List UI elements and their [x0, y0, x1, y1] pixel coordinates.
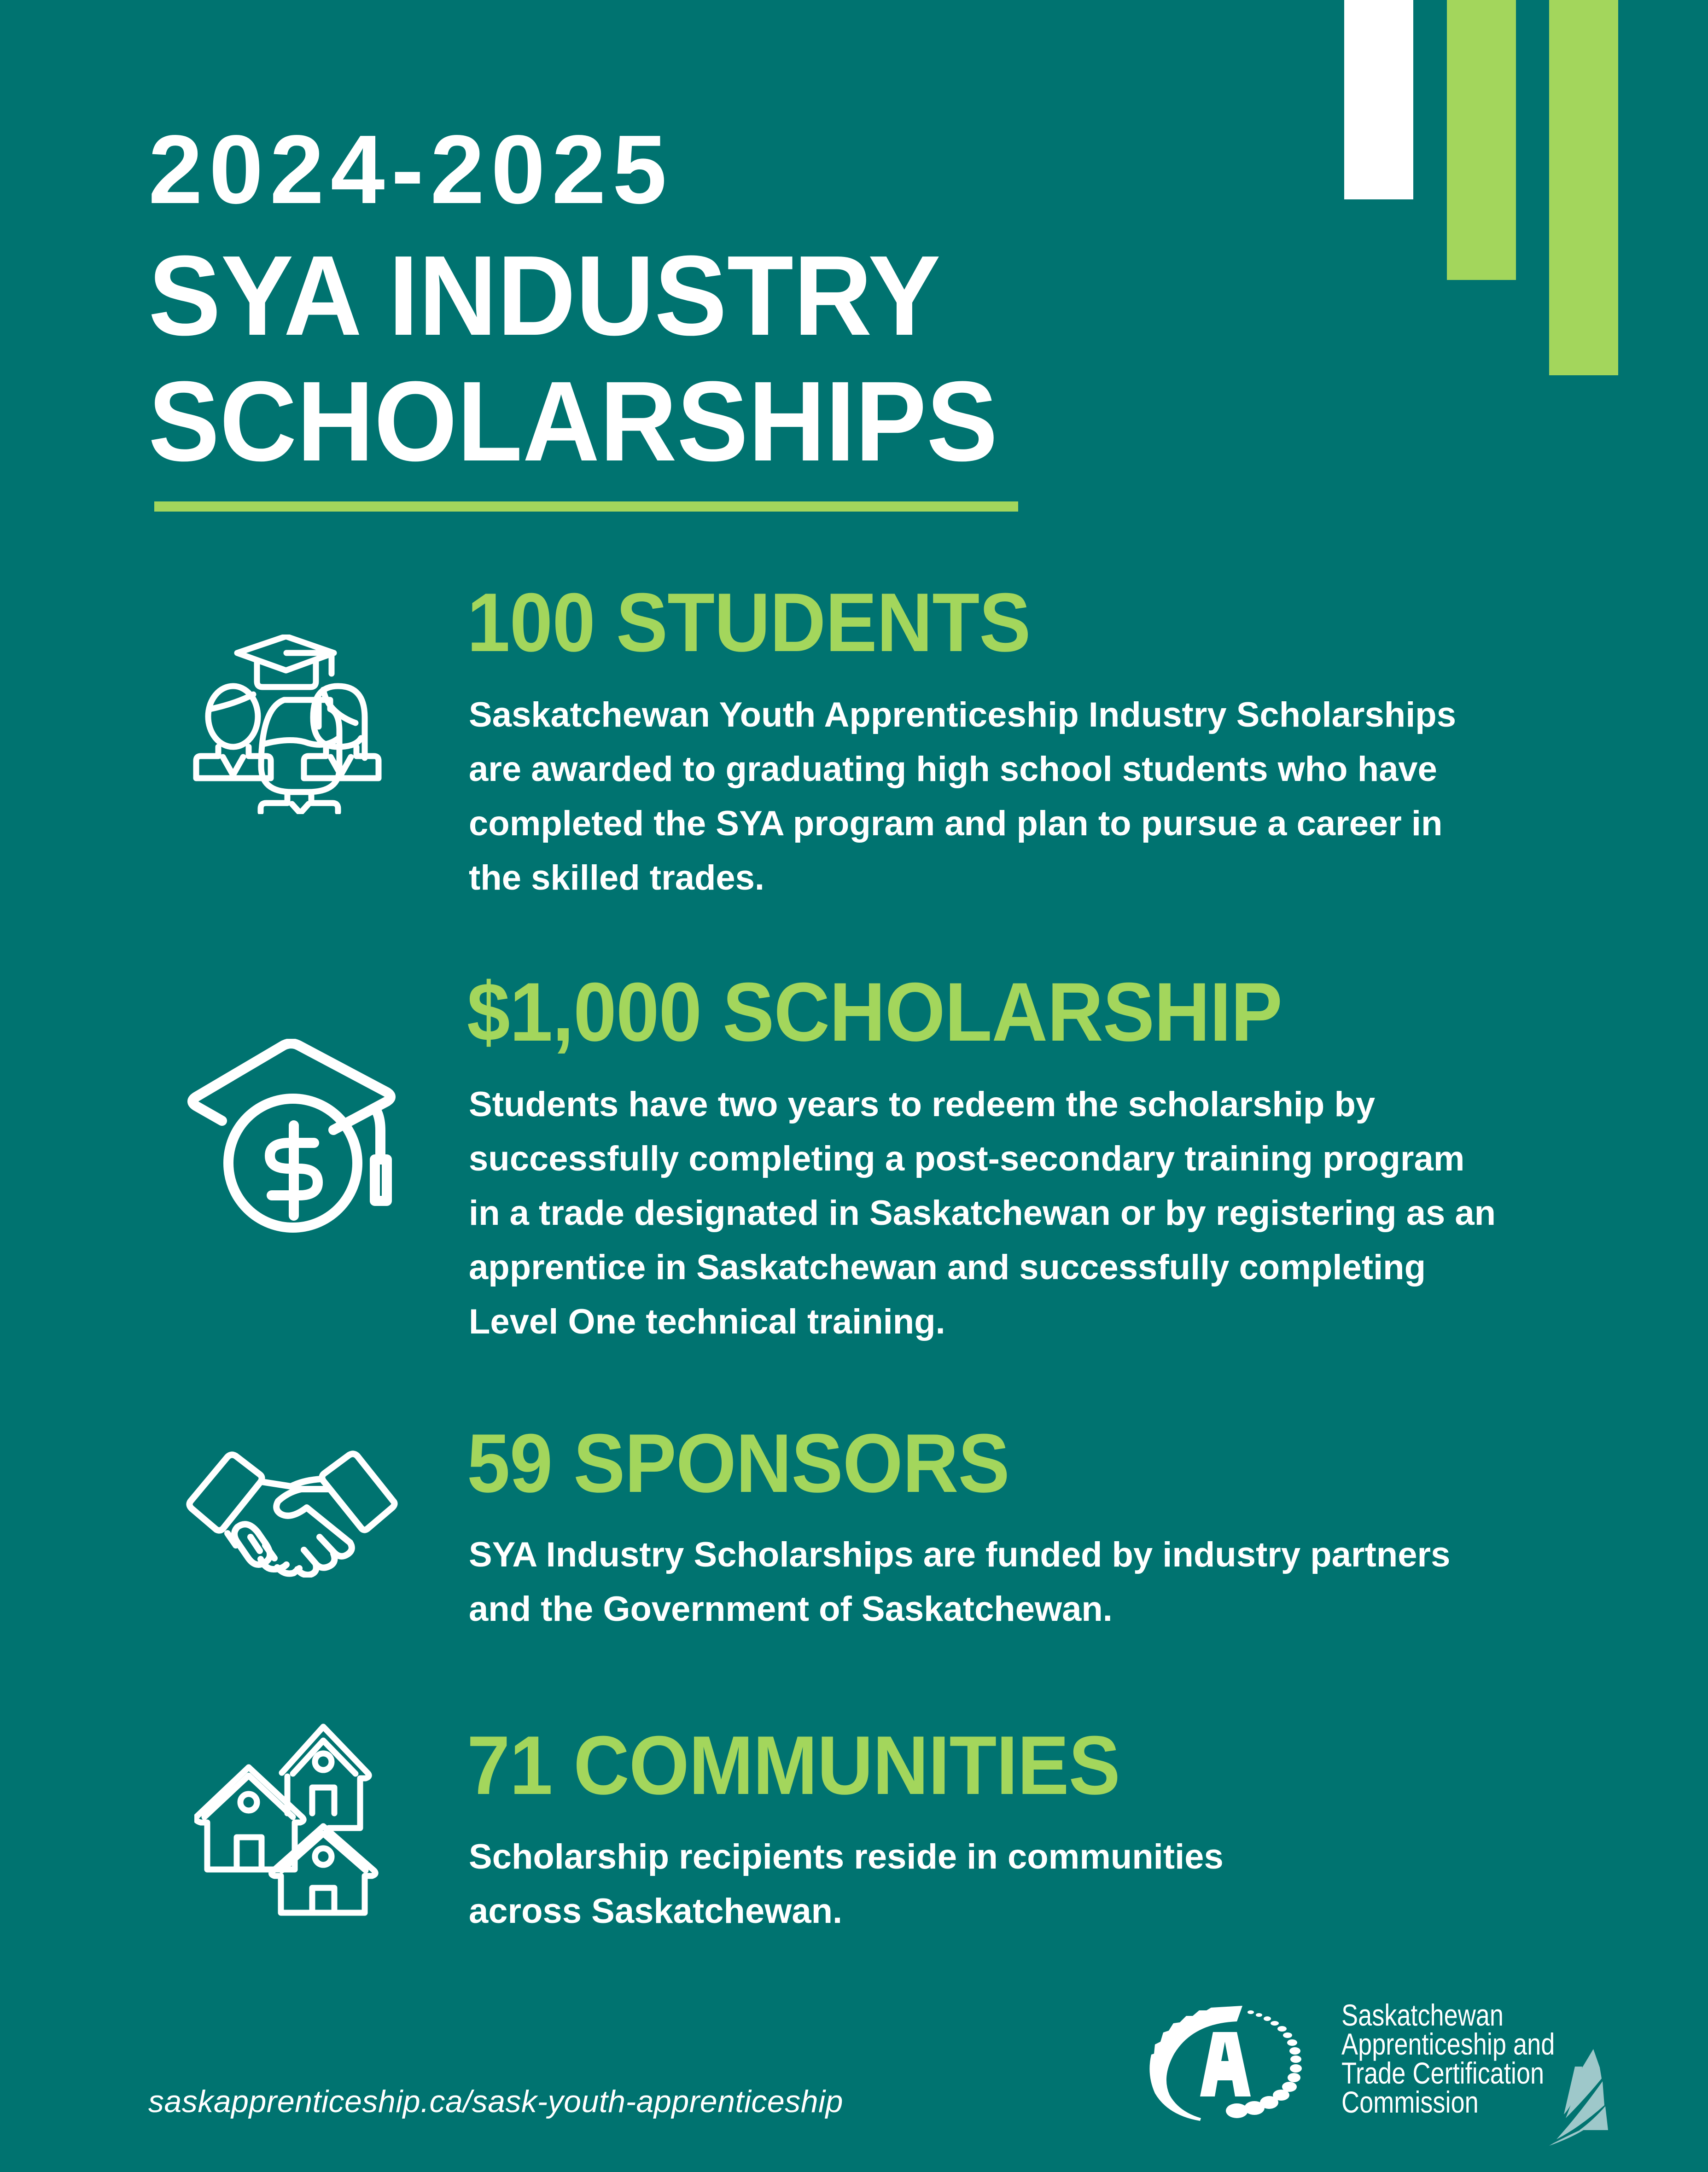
body-line: Scholarship recipients reside in communities — [469, 1837, 1224, 1876]
decorative-bar-green-long — [1549, 0, 1618, 375]
title-underline — [154, 501, 1018, 512]
section-body-scholarship — [469, 1077, 1496, 1349]
body-line: Level One technical training. — [469, 1302, 945, 1341]
body-line: and the Government of Saskatchewan. — [469, 1590, 1113, 1629]
section-heading-sponsors: 59 SPONSORS — [467, 1417, 1009, 1510]
logo-text-line: Commission — [1341, 2085, 1479, 2119]
satcc-logo-mark — [1147, 2003, 1317, 2132]
satcc-logo-text — [1341, 1998, 1555, 2119]
saskatchewan-sail-icon — [1547, 2049, 1610, 2146]
body-line: successfully completing a post-secondary training program — [469, 1139, 1465, 1178]
body-line: the skilled trades. — [469, 858, 765, 897]
students-graduation-icon — [190, 635, 391, 814]
handshake-icon — [183, 1450, 401, 1578]
houses-community-icon — [194, 1723, 380, 1916]
logo-text-line: Saskatchewan — [1341, 1998, 1504, 2032]
body-line: apprentice in Saskatchewan and successfully completing — [469, 1248, 1426, 1287]
section-body-communities — [469, 1830, 1224, 1939]
body-line: in a trade designated in Saskatchewan or by registering as an — [469, 1194, 1496, 1233]
body-line: SYA Industry Scholarships are funded by industry partners — [469, 1535, 1451, 1574]
page-title-line-1: SYA INDUSTRY — [148, 232, 941, 359]
section-body-students — [469, 688, 1456, 905]
scholarship-money-cap-icon — [182, 1039, 402, 1238]
body-line: Students have two years to redeem the scholarship by — [469, 1085, 1376, 1124]
logo-text-line: Trade Certification — [1341, 2056, 1545, 2090]
page-title-line-2: SCHOLARSHIPS — [148, 358, 998, 485]
website-link[interactable]: saskapprenticeship.ca/sask-youth-apprenticeship — [148, 2084, 843, 2119]
body-line: across Saskatchewan. — [469, 1892, 843, 1931]
title-year: 2024-2025 — [148, 115, 673, 224]
decorative-bar-white — [1344, 0, 1413, 199]
section-heading-communities: 71 COMMUNITIES — [467, 1719, 1120, 1812]
body-line: completed the SYA program and plan to pursue a career in — [469, 804, 1443, 843]
body-line: are awarded to graduating high school students who have — [469, 750, 1437, 789]
decorative-bar-green-short — [1447, 0, 1516, 280]
section-heading-students: 100 STUDENTS — [467, 576, 1031, 669]
section-heading-scholarship: $1,000 SCHOLARSHIP — [467, 966, 1282, 1059]
logo-text-line: Apprenticeship and — [1341, 2027, 1555, 2061]
body-line: Saskatchewan Youth Apprenticeship Industry Scholarships — [469, 695, 1456, 734]
section-body-sponsors — [469, 1528, 1450, 1636]
